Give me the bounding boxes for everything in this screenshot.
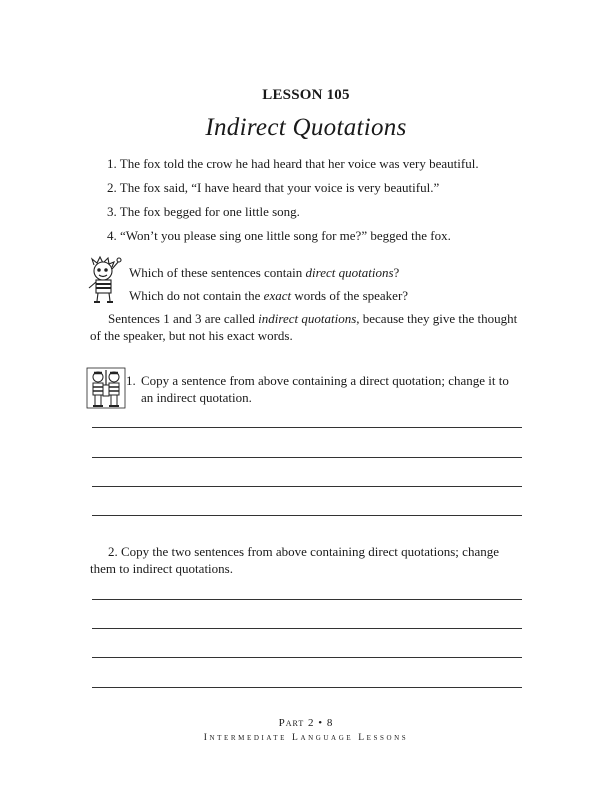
exercise-2: 2. Copy the two sentences from above containing direct quotations; change them to indirect quotations. [90, 544, 499, 576]
writing-children-icon [86, 367, 126, 409]
question-exact-words: Which do not contain the exact words of the speaker? [129, 288, 409, 303]
answer-line-1-1[interactable] [92, 427, 522, 428]
sentence-3: 3. The fox begged for one little song. [107, 204, 300, 219]
book-title-footer: Intermediate Language Lessons [203, 733, 409, 743]
answer-line-1-4[interactable] [92, 515, 522, 516]
sentence-2: 2. The fox said, “I have heard that your voice is very beautiful.” [107, 180, 440, 195]
exercise-1-number: 1. [126, 373, 136, 388]
answer-line-1-2[interactable] [92, 457, 522, 458]
thinking-boy-icon [84, 255, 124, 305]
sentence-4: 4. “Won’t you please sing one little song for me?” begged the fox. [107, 228, 451, 243]
exercise-1-text: Copy a sentence from above containing a direct quotation; change it to an indirect quotation. [141, 373, 509, 405]
explanation-paragraph: Sentences 1 and 3 are called indirect quotations, because they give the thought of the speaker, but not his exact words. [90, 311, 518, 343]
page-title: Indirect Quotations [205, 114, 407, 141]
answer-line-2-2[interactable] [92, 628, 522, 629]
answer-line-1-3[interactable] [92, 486, 522, 487]
answer-line-2-3[interactable] [92, 657, 522, 658]
answer-line-2-4[interactable] [92, 687, 522, 688]
page-number: Part 2 • 8 [278, 717, 334, 729]
exercise-1 [126, 372, 521, 406]
question-direct-quotations: Which of these sentences contain direct quotations? [129, 265, 400, 280]
sentence-1: 1. The fox told the crow he had heard that her voice was very beautiful. [107, 156, 479, 171]
answer-line-2-1[interactable] [92, 599, 522, 600]
lesson-label: LESSON 105 [262, 87, 350, 103]
